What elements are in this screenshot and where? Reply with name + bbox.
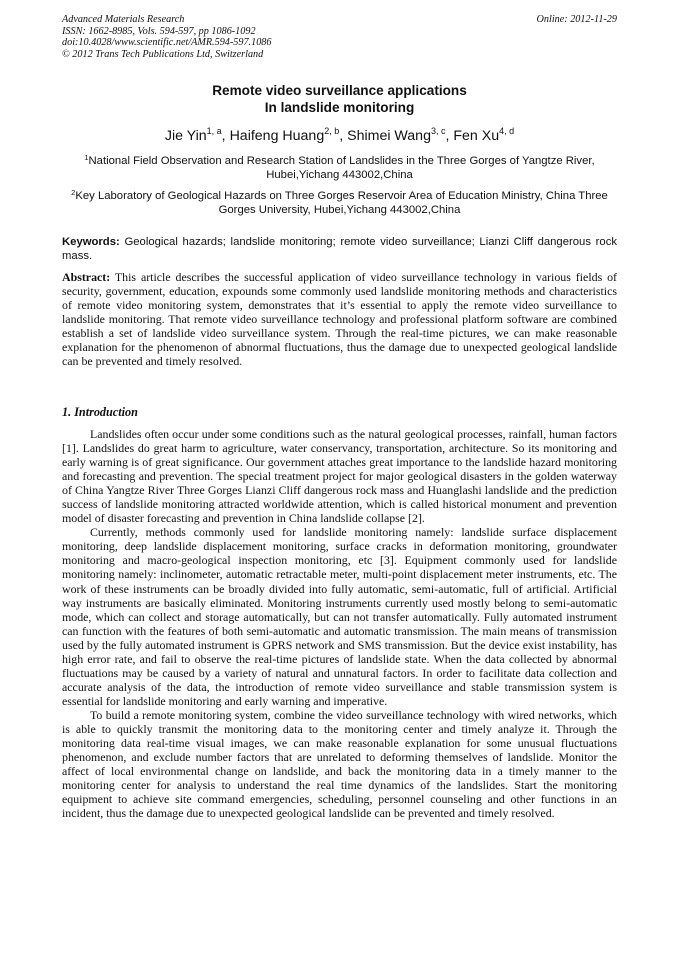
author-sup: 2, b — [324, 126, 340, 136]
author-separator: , — [221, 128, 230, 144]
author-name: Shimei Wang — [347, 128, 431, 144]
body-paragraph: Currently, methods commonly used for landslide monitoring namely: landslide surface displacement monitoring, deep landslide displacement monitoring, surface cracks in deformation monitoring, groundwater monitoring and macro-geological inspection monitoring, etc [3]. Equipment commonly used for landslide monitoring namely: inclinometer, automatic retractable meter, multi-point displacement meter instruments, etc. The work of these instruments can be broadly divided into fully automatic, semi-automatic, full of artificial. Artificial way instruments are basically eliminated. Monitoring instruments currently used mostly belong to semi-automatic mode, which can collect and storage automatically, but can not transfer automatically. Fully automated instrument can function with the features of both semi-automatic and automatic transmission. The main means of transmission used by the fully automated instrument is GPRS network and SMS transmission. But the device exist instability, has high error rate, and fail to observe the real-time pictures of landslide state. When the data collected by abnormal fluctuations may be caused by a variety of natural and unnatural factors. In order to facilitate data collection and accurate analysis of the data, the introduction of remote video surveillance and stable transmission system is essential for landslide monitoring and early warning and imperative. — [62, 525, 617, 708]
author-sup: 4, d — [499, 126, 515, 136]
author-list — [62, 127, 617, 145]
affiliation-2 — [62, 189, 617, 217]
author-name: Jie Yin — [164, 128, 207, 144]
journal-name: Advanced Materials Research — [62, 14, 185, 25]
affiliation-sup: 1 — [84, 153, 89, 162]
title-line-2: In landslide monitoring — [264, 100, 415, 115]
author-separator: , — [339, 128, 348, 144]
abstract-text: This article describes the successful application of video surveillance technology in various fields of security, government, education, expounds some commonly used landslide monitoring methods and characteristics of remote video monitoring system, demonstrates that it’s essential to apply the remote video surveillance to landslide monitoring. That remote video surveillance technology and professional platform software are combined establish a set of landslide video surveillance system. Through the real-time pictures, we can make reasonable explanation for the phenomenon of abnormal fluctuations, thus the damage due to unexpected geological landslide can be prevented and timely resolved. — [62, 270, 617, 369]
issn-line: ISSN: 1662-8985, Vols. 594-597, pp 1086-1092 — [62, 25, 256, 37]
body-paragraph: To build a remote monitoring system, combine the video surveillance technology with wired networks, which is able to quickly transmit the monitoring data to the monitoring center and timely analyze it. Through the monitoring data real-time visual images, we can make reasonable explanation for some unusual fluctuations phenomenon, and exclude number factors that are unrelated to deforming themselves of landslide. Monitor the affect of local environmental change on landslide, and back the monitoring data in a timely manner to the monitoring center for analysis to understand the real time dynamics of the landslides. Start the monitoring equipment to achieve site command emergencies, scheduling, personnel counseling and other functions in an incident, thus the damage due to unexpected geological landslide can be prevented and timely resolved. — [62, 707, 617, 821]
affiliation-text: National Field Observation and Research Station of Landslides in the Three Gorges of Yangtze River, Hubei,Yichang 443002,China — [88, 155, 595, 182]
paper-title — [62, 82, 617, 116]
author-sup: 3, c — [430, 126, 446, 136]
affiliation-1 — [62, 154, 617, 182]
author-separator: , — [445, 128, 454, 144]
journal-header — [62, 14, 617, 60]
affiliation-sup: 2 — [71, 188, 76, 197]
author-sup: 1, a — [206, 126, 222, 136]
affiliation-text: Key Laboratory of Geological Hazards on Three Gorges Reservoir Area of Education Ministry, China Three Gorges University, Hubei,Yichang 443002,China — [75, 190, 608, 217]
section-body — [62, 427, 617, 820]
author-name: Fen Xu — [453, 128, 500, 144]
abstract-label: Abstract: — [62, 270, 111, 284]
keywords-label: Keywords: — [62, 236, 120, 248]
doi-line: doi:10.4028/www.scientific.net/AMR.594-597.1086 — [62, 37, 272, 49]
online-date: Online: 2012-11-29 — [536, 14, 617, 25]
section-heading: 1. Introduction — [62, 405, 138, 419]
copyright-line: © 2012 Trans Tech Publications Ltd, Switzerland — [62, 48, 264, 60]
body-paragraph: Landslides often occur under some conditions such as the natural geological processes, rainfall, human factors [1]. Landslides do great harm to agriculture, water conservancy, transportation, architecture. So its monitoring and early warning is of great significance. Our government attaches great importance to the landslide hazard monitoring and forecasting and prevention. The special treatment project for major geological disasters in the golden waterway of China Yangtze River Three Gorges Lianzi Cliff dangerous rock mass and Huanglashi landslide and the prediction success of landslide monitoring attracted worldwide attention, which is called historical monument and prevention model of disaster forecasting and prevention in China landslide collapse [2]. — [62, 427, 617, 526]
author-name: Haifeng Huang — [229, 128, 325, 144]
keywords — [62, 235, 617, 264]
title-line-1: Remote video surveillance applications — [212, 83, 467, 98]
abstract — [62, 270, 617, 368]
keywords-text: Geological hazards; landslide monitoring; remote video surveillance; Lianzi Cliff dangerous rock mass. — [62, 236, 618, 263]
